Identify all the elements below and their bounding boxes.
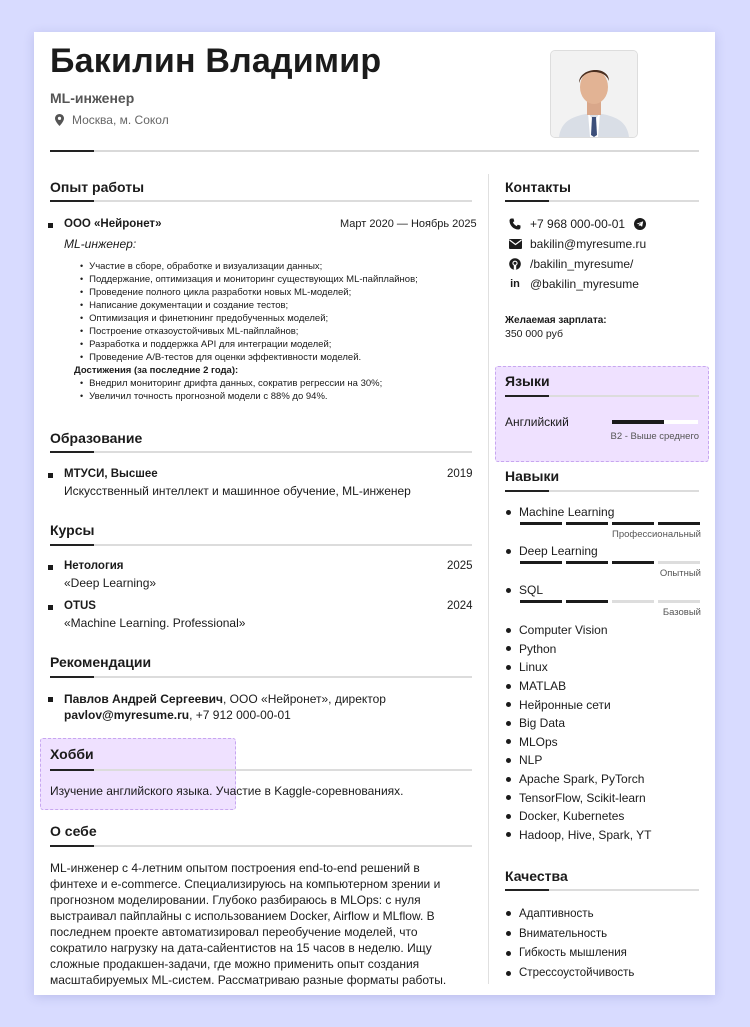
skill-item: [506, 788, 700, 807]
education-title-line: [50, 451, 472, 453]
bullet-dot: •: [80, 339, 84, 349]
duty-item: [80, 351, 480, 364]
recommendation-phone: , +7 912 000-00-01: [189, 708, 291, 722]
skill-level-bar: [520, 600, 700, 603]
skill-level-segment: [566, 522, 608, 525]
quality-item-text: Стрессоустойчивость: [519, 967, 635, 980]
duty-item-text: Поддержание, оптимизация и мониторинг существующих ML-пайплайнов;: [89, 274, 418, 285]
skill-item-text: Big Data: [519, 716, 566, 731]
bullet-dot: •: [80, 274, 84, 284]
experience-period: Март 2020 — Ноябрь 2025: [340, 218, 477, 230]
envelope-icon: [508, 237, 522, 251]
experience-position: ML-инженер:: [64, 237, 137, 251]
skills-title: Навыки: [505, 468, 560, 484]
quality-bullet: [506, 951, 511, 956]
duty-item-text: Построение отказоустойчивых ML-пайплайнов;: [89, 326, 299, 337]
duty-item-text: Проведение полного цикла разработки новых ML-моделей;: [89, 287, 352, 298]
skill-bullet: [506, 721, 511, 726]
experience-title: Опыт работы: [50, 179, 145, 195]
bullet-dot: •: [80, 391, 84, 401]
contacts-title: Контакты: [505, 179, 572, 195]
skill-item: [506, 621, 700, 640]
course-org: OTUS: [64, 600, 96, 612]
skill-level-segment: [612, 522, 654, 525]
bullet-dot: •: [80, 300, 84, 310]
duty-item: [80, 273, 480, 286]
phone-text[interactable]: +7 968 000-00-01: [530, 217, 626, 231]
achievement-item: [80, 377, 480, 390]
header-divider: [50, 150, 699, 152]
contact-phone: [508, 217, 647, 231]
skill-item: [506, 658, 700, 677]
achievement-item-text: Увеличил точность прогнозной модели с 88% до 94%.: [89, 391, 328, 402]
quality-item: [506, 963, 700, 983]
quality-bullet: [506, 931, 511, 936]
candidate-role: ML-инженер: [50, 90, 135, 106]
linkedin-icon: in: [510, 278, 520, 290]
about-title-line: [50, 845, 472, 847]
quality-item: [506, 924, 700, 944]
education-year: 2019: [447, 468, 473, 480]
location-text: Москва, м. Сокол: [72, 113, 169, 127]
bullet-dot: •: [80, 378, 84, 388]
skill-level-segment: [658, 561, 700, 564]
duty-item-text: Написание документации и создание тестов;: [89, 300, 289, 311]
telegram-icon[interactable]: [633, 217, 647, 231]
course-year: 2024: [447, 600, 473, 612]
course-bullet: [48, 565, 53, 570]
skill-item-text: NLP: [519, 753, 543, 768]
skill-bullet: [506, 684, 511, 689]
course-name: «Deep Learning»: [64, 576, 157, 590]
skill-item-text: MLOps: [519, 734, 558, 749]
experience-company: ООО «Нейронет»: [64, 218, 162, 230]
profile-photo: [550, 50, 638, 138]
email-text[interactable]: bakilin@myresume.ru: [530, 237, 647, 251]
github-text[interactable]: /bakilin_myresume/: [530, 257, 634, 271]
bullet-dot: •: [80, 313, 84, 323]
quality-item-text: Внимательность: [519, 927, 608, 940]
duty-item: [80, 325, 480, 338]
skill-level-label: Профессиональный: [612, 529, 701, 540]
contacts-title-line: [505, 200, 699, 202]
recommendations-title: Рекомендации: [50, 654, 152, 670]
rated-skill: [506, 583, 700, 622]
rated-skills: [506, 505, 700, 622]
recommendation-person-line: [64, 692, 386, 706]
skill-bullet: [506, 702, 511, 707]
skill-item-text: Python: [519, 641, 557, 656]
rated-skill-row: [506, 544, 700, 558]
skill-level-segment: [520, 561, 562, 564]
salary-label: Желаемая зарплата:: [505, 315, 607, 326]
skill-item: [506, 677, 700, 696]
bullet-dot: •: [80, 352, 84, 362]
education-title: Образование: [50, 430, 143, 446]
duty-item: [80, 338, 480, 351]
education-school: МТУСИ, Высшее: [64, 468, 158, 480]
bullet-dot: •: [80, 261, 84, 271]
skill-item: [506, 640, 700, 659]
achievement-item: [80, 390, 480, 403]
skill-level-segment: [658, 522, 700, 525]
skill-bullet: [506, 628, 511, 633]
skill-name: SQL: [519, 583, 544, 597]
skill-bullet: [506, 510, 511, 515]
qualities-list: [506, 904, 700, 983]
column-divider: [488, 174, 489, 984]
hobby-text: Изучение английского языка. Участие в Kaggle-соревнованиях.: [50, 784, 404, 798]
recommendation-company: , ООО «Нейронет», директор: [223, 692, 386, 706]
qualities-title: Качества: [505, 868, 568, 884]
bullet-dot: •: [80, 326, 84, 336]
achievement-item-text: Внедрил мониторинг дрифта данных, сократив регрессии на 30%;: [89, 378, 383, 389]
phone-icon: [508, 217, 522, 231]
course-name: «Machine Learning. Professional»: [64, 616, 246, 630]
about-title: О себе: [50, 823, 97, 839]
skill-item-text: Apache Spark, PyTorch: [519, 772, 645, 787]
skill-item: [506, 733, 700, 752]
languages-title: Языки: [505, 373, 550, 389]
skill-bullet: [506, 588, 511, 593]
skill-level-segment: [566, 600, 608, 603]
skill-bullet: [506, 646, 511, 651]
languages-title-line: [505, 395, 699, 397]
achievements-title: Достижения (за последние 2 года):: [74, 365, 239, 376]
skill-item-text: Docker, Kubernetes: [519, 809, 625, 824]
duty-item: [80, 312, 480, 325]
duty-item-text: Проведение A/B-тестов для оценки эффективности моделей.: [89, 352, 362, 363]
resume-page: [34, 32, 715, 995]
hobby-title-line: [50, 769, 472, 771]
skill-item: [506, 751, 700, 770]
contact-github: [508, 257, 633, 271]
skill-item: [506, 807, 700, 826]
skill-level-segment: [612, 600, 654, 603]
skill-level-label: Опытный: [659, 568, 701, 579]
candidate-name: Бакилин Владимир: [50, 42, 382, 80]
skill-bullet: [506, 739, 511, 744]
skill-name: Deep Learning: [519, 544, 598, 558]
skill-level-segment: [566, 561, 608, 564]
skill-item: [506, 770, 700, 789]
duty-item: [80, 286, 480, 299]
map-pin-icon: [52, 113, 66, 127]
language-name: Английский: [505, 415, 569, 429]
skill-level-segment: [612, 561, 654, 564]
rated-skill: [506, 505, 700, 544]
contact-linkedin: [508, 277, 639, 291]
skills-title-line: [505, 490, 699, 492]
skill-item-text: MATLAB: [519, 679, 567, 694]
skill-bullet: [506, 758, 511, 763]
quality-item: [506, 944, 700, 964]
course-year: 2025: [447, 560, 473, 572]
courses-title: Курсы: [50, 522, 95, 538]
skill-level-segment: [520, 522, 562, 525]
skill-bullet: [506, 549, 511, 554]
bullet-dot: •: [80, 287, 84, 297]
skill-level-segment: [658, 600, 700, 603]
course-bullet: [48, 605, 53, 610]
skill-level-segment: [520, 600, 562, 603]
skill-level-bar: [520, 561, 700, 564]
language-level-fill: [612, 420, 664, 424]
location: [52, 113, 169, 127]
education-program: Искусственный интеллект и машинное обучение, ML-инженер: [64, 484, 411, 498]
experience-duties: [74, 260, 480, 403]
skill-item-text: Linux: [519, 660, 548, 675]
rated-skill-row: [506, 505, 700, 519]
experience-title-line: [50, 200, 472, 202]
education-bullet: [48, 473, 53, 478]
duty-item-text: Оптимизация и финетюнинг предобученных моделей;: [89, 313, 329, 324]
skill-bullet: [506, 665, 511, 670]
experience-bullet: [48, 223, 53, 228]
skill-bullet: [506, 814, 511, 819]
skill-list: [506, 621, 700, 844]
duty-item: [80, 260, 480, 273]
courses-title-line: [50, 544, 472, 546]
skill-item: [506, 826, 700, 845]
linkedin-text[interactable]: @bakilin_myresume: [530, 277, 639, 291]
hobby-title: Хобби: [50, 746, 94, 762]
salary-value: 350 000 руб: [505, 328, 563, 340]
duty-item-text: Участие в сборе, обработке и визуализации данных;: [89, 261, 323, 272]
skill-level-label: Базовый: [662, 607, 701, 618]
quality-item: [506, 904, 700, 924]
recommendation-person: Павлов Андрей Сергеевич: [64, 692, 224, 706]
github-icon: [508, 257, 522, 271]
duty-item-text: Разработка и поддержка API для интеграции моделей;: [89, 339, 332, 350]
language-level: B2 - Выше среднего: [610, 431, 699, 442]
skill-item-text: Computer Vision: [519, 623, 608, 638]
skill-item: [506, 695, 700, 714]
duty-item: [80, 299, 480, 312]
skill-item-text: Нейронные сети: [519, 697, 611, 712]
about-text: ML-инженер с 4-летним опытом построения end-to-end решений в финтехе и e-commerce. Специализируюсь на компьютерном зрении и прогнозном моделировании. Глубоко разбираюсь в MLOps: с нуля выстраивал пайплайны с использованием Docker, Airflow и MLflow. В последнем проекте автоматизировал переобучение моделей, что сократило нагрузку на дата-сайентистов на 15 часов в неделю. Ищу сложные продакшен-задачи, где можно применить опыт создания масштабируемых ML-систем. Рассматриваю разные форматы работы.: [50, 861, 447, 987]
skill-item-text: Hadoop, Hive, Spark, YT: [519, 827, 652, 842]
recommendations-title-line: [50, 676, 472, 678]
quality-bullet: [506, 971, 511, 976]
course-org: Нетология: [64, 560, 124, 572]
rated-skill: [506, 544, 700, 583]
skill-item: [506, 714, 700, 733]
qualities-title-line: [505, 889, 699, 891]
quality-item-text: Гибкость мышления: [519, 947, 627, 960]
language-level-bar: [612, 420, 698, 424]
skill-name: Machine Learning: [519, 505, 615, 519]
rated-skill-row: [506, 583, 700, 597]
quality-item-text: Адаптивность: [519, 907, 594, 920]
skill-bullet: [506, 795, 511, 800]
recommendation-contacts: [64, 708, 291, 722]
skill-level-bar: [520, 522, 700, 525]
quality-bullet: [506, 911, 511, 916]
contact-email: [508, 237, 646, 251]
recommendation-email[interactable]: pavlov@myresume.ru: [64, 708, 190, 722]
recommendation-bullet: [48, 697, 53, 702]
skill-item-text: TensorFlow, Scikit-learn: [519, 790, 646, 805]
skill-bullet: [506, 777, 511, 782]
skill-bullet: [506, 832, 511, 837]
